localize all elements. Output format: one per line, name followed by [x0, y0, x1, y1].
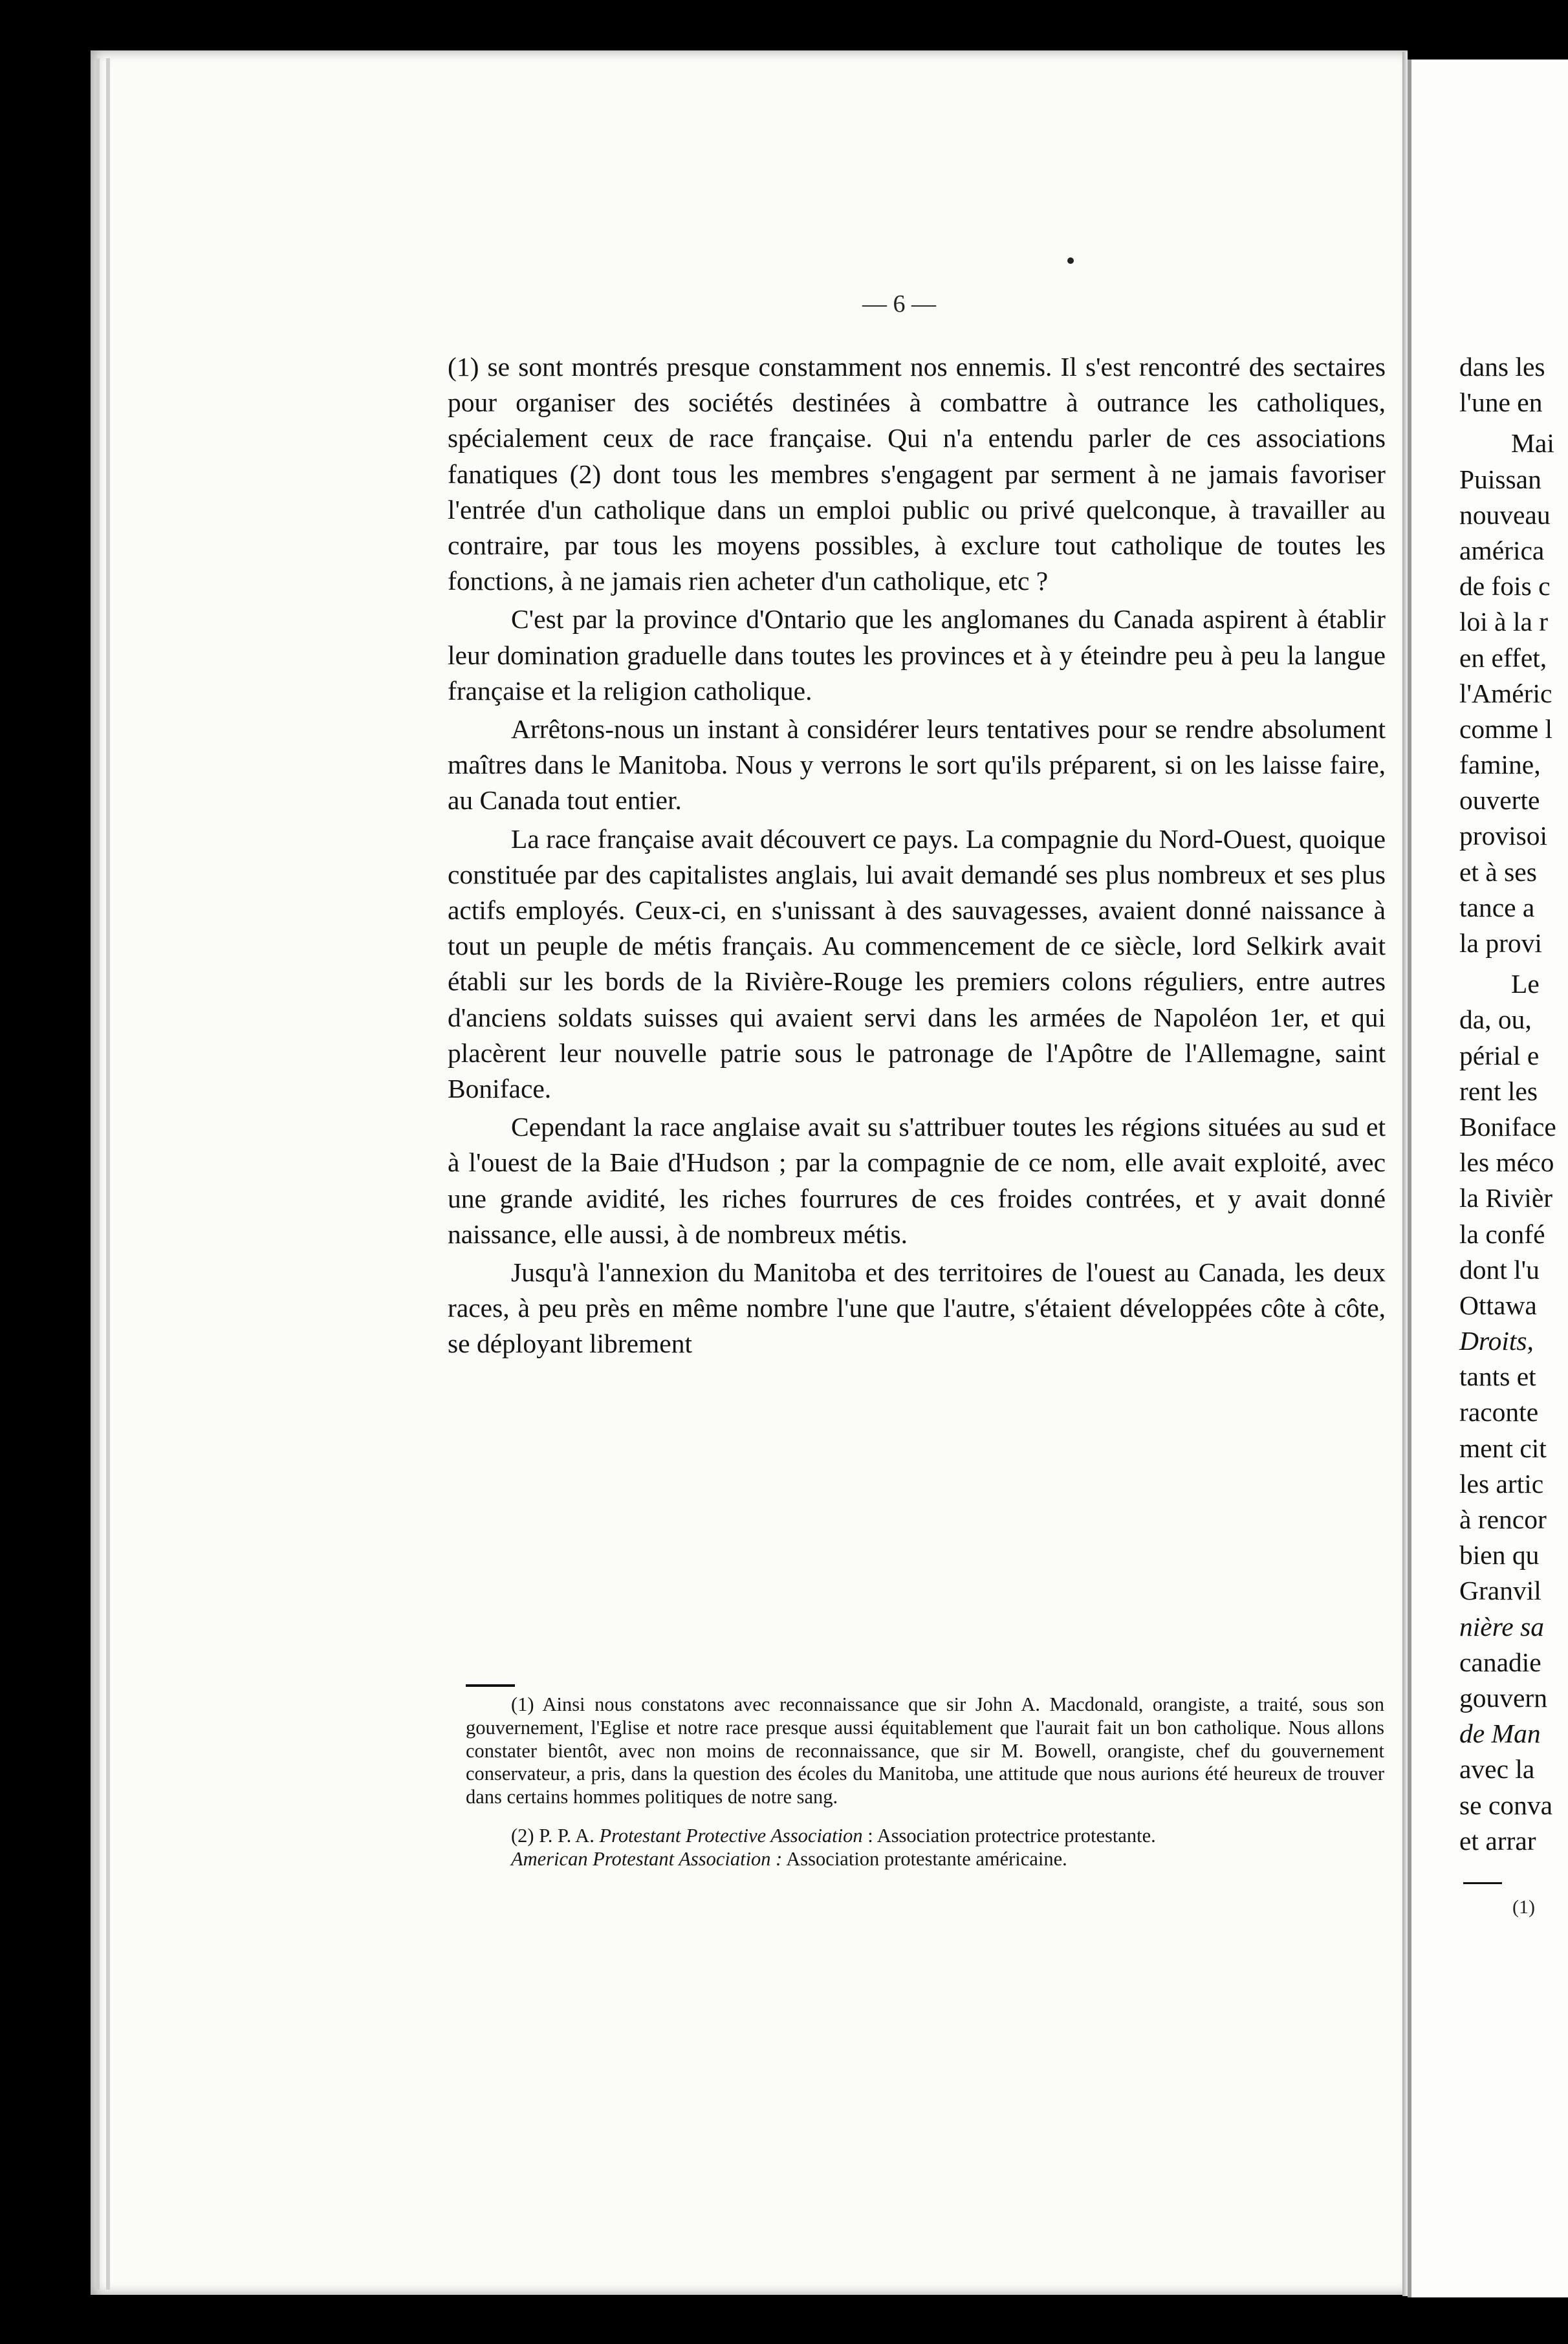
facing-line-text: Le — [1511, 969, 1540, 999]
paragraph: C'est par la province d'Ontario que les anglomanes du Canada aspirent à établir leur domination graduelle dans toutes les provinces et à y éteindre peu à peu la langue française et la religion catholique. — [448, 604, 1386, 706]
facing-line — [1459, 1359, 1568, 1394]
facing-footnote-rule — [1463, 1882, 1502, 1884]
facing-line-text: loi à la r — [1459, 607, 1549, 637]
facing-line-text: la confé — [1459, 1219, 1545, 1249]
facing-line — [1459, 676, 1568, 711]
facing-line — [1459, 1145, 1568, 1180]
facing-line-text: canadie — [1459, 1647, 1541, 1677]
facing-line — [1459, 890, 1568, 926]
facing-footnote: (1) — [1512, 1896, 1535, 1918]
facing-line — [1459, 1109, 1568, 1145]
facing-line — [1459, 966, 1568, 1002]
facing-line — [1459, 1180, 1568, 1216]
facing-line — [1459, 1573, 1568, 1609]
facing-line-text: Ottawa — [1459, 1290, 1537, 1320]
facing-line — [1459, 1680, 1568, 1716]
facing-line — [1459, 1431, 1568, 1466]
facing-line — [1459, 854, 1568, 890]
facing-line-text: Puissan — [1459, 464, 1541, 494]
facing-line — [1459, 1074, 1568, 1109]
facing-line-text: bien qu — [1459, 1540, 1540, 1570]
facing-line — [1459, 1394, 1568, 1430]
footnote-3 — [466, 1848, 1384, 1871]
facing-line — [1459, 711, 1568, 747]
facing-line-text: de Man — [1459, 1719, 1541, 1749]
main-text — [448, 349, 1386, 1362]
footnotes — [466, 1693, 1384, 1871]
footnote-1: (1) Ainsi nous constatons avec reconnaissance que sir John A. Macdonald, orangiste, a traité, sous son gouvernement, l'Eglise et notre race presque aussi équitablement que l'aurait fait un bon catholique. Nous allons constater bientôt, avec non moins de reconnaissance, que sir M. Bowell, orangiste, chef du gouvernement conservateur, a pris, dans la question des écoles du Manitoba, une attitude que nous aurions été heureux de trouver dans certains hommes politiques de notre sang. — [466, 1693, 1384, 1808]
facing-line-text: nouveau — [1459, 499, 1551, 530]
footnote-2-marker: (2) P. P. A. — [511, 1824, 600, 1847]
facing-line-text: Mai — [1511, 428, 1554, 459]
facing-line-text: dans les — [1459, 352, 1545, 382]
facing-line-text: les artic — [1459, 1468, 1544, 1499]
facing-line-text: se conva — [1459, 1790, 1553, 1820]
facing-line-text: et à ses — [1459, 856, 1537, 887]
footnote-rule — [466, 1684, 515, 1687]
facing-line — [1459, 349, 1568, 385]
facing-line — [1459, 1252, 1568, 1288]
footnote-2-title: Protestant Protective Association — [599, 1824, 863, 1847]
page-number: — 6 — — [862, 290, 936, 318]
paragraph: La race française avait découvert ce pays. La compagnie du Nord-Ouest, quoique constituée par des capitalistes anglais, lui avait demandé ses plus nombreux et ses plus actifs employés. Ceux-ci, en s'unissant à des sauvagesses, avaient donné naissance à tout un peuple de métis français. Au commencement de ce siècle, lord Selkirk avait établi sur les bords de la Rivière-Rouge les premiers colons réguliers, entre autres d'anciens soldats suisses qui avaient servi dans les armées de Napoléon 1er, et qui placèrent leur nouvelle patrie sous le patronage de l'Apôtre de l'Allemagne, saint Boniface. — [448, 823, 1386, 1104]
book-gutter — [1402, 52, 1408, 2296]
facing-line — [1459, 569, 1568, 604]
facing-line — [1459, 1002, 1568, 1037]
facing-line — [1459, 1645, 1568, 1680]
facing-line — [1459, 783, 1568, 818]
facing-line-text: à rencor — [1459, 1504, 1547, 1534]
page-edge — [106, 58, 110, 2290]
facing-line — [1459, 385, 1568, 420]
facing-line-text: rent les — [1459, 1076, 1538, 1106]
facing-line — [1459, 640, 1568, 676]
facing-line-text: da, ou, — [1459, 1004, 1532, 1035]
facing-line-text: famine, — [1459, 750, 1541, 780]
facing-line-text: comme l — [1459, 713, 1553, 744]
footnote-3-title: American Protestant Association : — [511, 1847, 783, 1870]
facing-line — [1459, 1217, 1568, 1252]
facing-line-text: l'une en — [1459, 387, 1543, 418]
facing-line-text: la provi — [1459, 928, 1542, 958]
facing-line-text: ouverte — [1459, 785, 1540, 816]
facing-line-text: raconte — [1459, 1397, 1539, 1427]
facing-line-text: l'Améric — [1459, 678, 1552, 708]
paragraph: Jusqu'à l'annexion du Manitoba et des territoires de l'ouest au Canada, les deux races, à peu près en même nombre l'une que l'autre, s'étaient développées côte à côte, se déployant librement — [448, 1257, 1386, 1359]
facing-line — [1459, 497, 1568, 533]
facing-line-text: provisoi — [1459, 821, 1548, 851]
facing-line — [1459, 533, 1568, 569]
facing-line — [1459, 1288, 1568, 1323]
facing-line-text: tants et — [1459, 1362, 1536, 1392]
facing-line-text: Boniface — [1459, 1111, 1556, 1142]
paragraph: Cependant la race anglaise avait su s'attribuer toutes les régions situées au sud et à l'ouest de la Baie d'Hudson ; par la compagnie de ce nom, elle avait exploité, avec une grande avidité, les riches fourrures de ces froides contrées, et y avait donné naissance, elle aussi, à de nombreux métis. — [448, 1112, 1386, 1249]
facing-line — [1459, 1752, 1568, 1787]
facing-line — [1459, 1502, 1568, 1537]
paragraph: Arrêtons-nous un instant à considérer leurs tentatives pour se rendre absolument maîtres dans le Manitoba. Nous y verrons le sort qu'ils préparent, si on les laisse faire, au Canada tout entier. — [448, 714, 1386, 816]
footnote-3-text: Association protestante américaine. — [782, 1847, 1067, 1870]
facing-line-text: nière sa — [1459, 1611, 1545, 1642]
facing-line-text: la Rivièr — [1459, 1183, 1553, 1213]
facing-line — [1459, 1788, 1568, 1823]
facing-line — [1459, 926, 1568, 961]
facing-line-text: et arrar — [1459, 1825, 1536, 1856]
facing-line-text: dont l'u — [1459, 1254, 1540, 1285]
facing-line — [1459, 1823, 1568, 1859]
facing-line-text: ment cit — [1459, 1433, 1547, 1463]
facing-line-text: gouvern — [1459, 1682, 1547, 1713]
facing-line — [1459, 604, 1568, 640]
paragraph: (1) se sont montrés presque constamment nos ennemis. Il s'est rencontré des sectaires pour organiser des sociétés destinées à combattre à outrance les catholiques, spécialement ceux de race française. Qui n'a entendu parler de ces associations fanatiques (2) dont tous les membres s'engagent par serment à ne jamais favoriser l'entrée d'un catholique dans un emploi public ou privé quelconque, à travailler au contraire, par tous les moyens possibles, à exclure tout catholique de toutes les fonctions, à ne jamais rien acheter d'un catholique, etc ? — [448, 352, 1386, 596]
facing-line — [1459, 1609, 1568, 1645]
facing-line-text: Granvil — [1459, 1576, 1541, 1606]
facing-line-text: Droits, — [1459, 1326, 1534, 1356]
page-edge — [96, 58, 100, 2290]
facing-line-text: de fois c — [1459, 571, 1551, 602]
facing-line — [1459, 747, 1568, 783]
facing-line — [1459, 1537, 1568, 1573]
facing-line-text: avec la — [1459, 1754, 1535, 1785]
facing-line-text: tance a — [1459, 892, 1535, 922]
facing-line-text: en effet, — [1459, 642, 1547, 673]
facing-line-text: américa — [1459, 535, 1545, 565]
facing-line — [1459, 462, 1568, 497]
ink-dot — [1067, 257, 1074, 264]
facing-line — [1459, 1038, 1568, 1074]
facing-line — [1459, 1323, 1568, 1359]
footnote-2-text: : Association protectrice protestante. — [862, 1824, 1156, 1847]
footnote-2 — [466, 1825, 1384, 1848]
facing-line — [1459, 426, 1568, 461]
facing-line — [1459, 1716, 1568, 1752]
facing-line — [1459, 818, 1568, 854]
facing-page-text — [1459, 349, 1568, 1859]
facing-line-text: les méco — [1459, 1147, 1554, 1178]
facing-line-text: périal e — [1459, 1040, 1540, 1070]
facing-line — [1459, 1466, 1568, 1502]
